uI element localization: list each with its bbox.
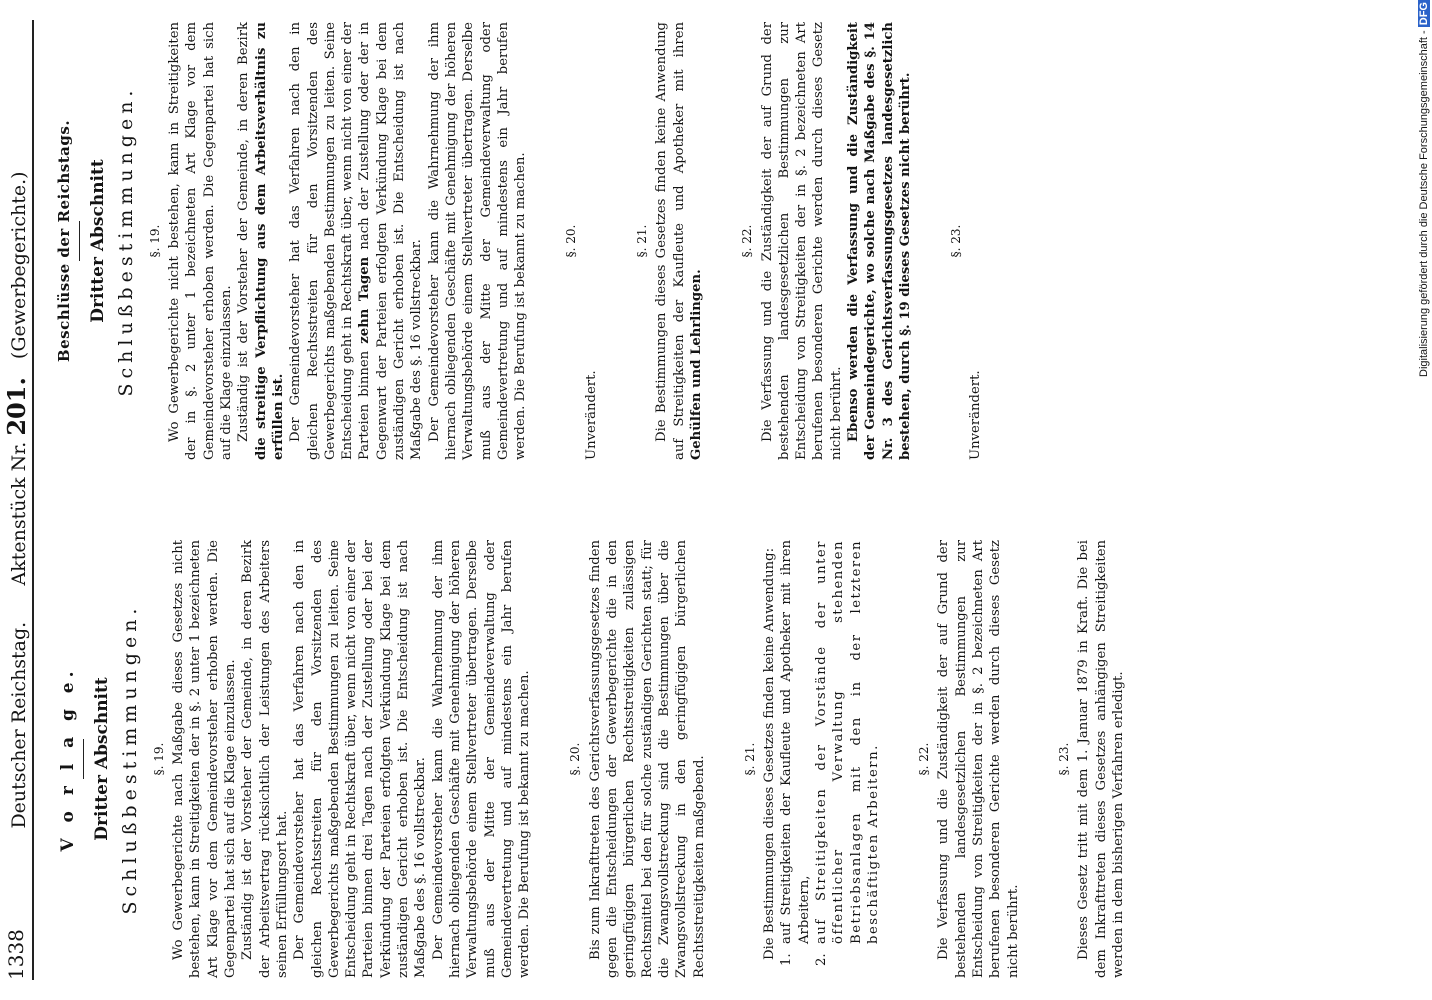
paragraph-number: §. 21. <box>742 742 757 776</box>
page-header <box>2 20 30 980</box>
paragraph-text: Die Bestimmungen dieses Gesetzes finden keine Anwendung: <box>762 547 778 960</box>
divider <box>79 221 80 261</box>
paragraph-number: §. 22. <box>740 224 755 258</box>
digitization-credit <box>1416 0 1432 1000</box>
header-number: 201. <box>2 377 31 436</box>
paragraph-text: Der Gemeindevorsteher kann die Wahrnehmung der ihm hiernach obliegenden Geschäfte mit Genehmigung der höheren Verwaltungsbehörde einem Stellvertreter übertragen. Derselbe muß aus der Mitte der Gemeindeverwaltung oder Gemeindevertretung und auf mindestens ein Jahr berufen werden. Die Berufung ist bekannt zu machen. <box>430 540 533 978</box>
emphasis: die streitige Verpflichtung aus dem Arbeitsverhältnis zu erfüllen ist. <box>253 22 286 460</box>
paragraph-text: Der Gemeindevorsteher hat das Verfahren nach den in gleichen Rechtsstreiten für den Vorsitzenden des Gewerbegerichts maßgebenden Bestimmungen zu leiten. Seine Entscheidung geht in Rechtskraft über, wenn nicht von einer der Parteien binnen zehn Tagen nach der Zustellung oder der in Gegenwart der Parteien erfolgten Verkündung Klage bei dem zuständigen Gericht erhoben ist. Die Entscheidung ist nach Maßgabe des §. 16 vollstreckbar. <box>288 22 425 460</box>
paragraph-number: §. 19. <box>151 742 166 776</box>
paragraph-text: Zuständig ist der Vorsteher der Gemeinde, in deren Bezirk die streitige Verpflichtung aus dem Arbeitsverhältnis zu erfüllen ist. <box>236 22 286 460</box>
paragraph-text: Die Bestimmungen dieses Gesetzes finden keine Anwendung auf Streitigkeiten der Kaufleute und Apotheker mit ihren Gehülfen und Lehrlingen. <box>654 22 704 460</box>
emphasis: Gehülfen und Lehrlingen. <box>688 269 704 460</box>
paragraph-number: §. 21. <box>635 224 650 258</box>
header-left: Deutscher Reichstag. <box>8 621 30 829</box>
header-rule <box>32 20 34 980</box>
section-heading: Dritter Abschnitt <box>92 677 113 841</box>
paragraph-number: §. 22. <box>917 742 932 776</box>
paragraph-number: §. 20. <box>568 742 583 776</box>
paragraph-text: Wo Gewerbegerichte nicht bestehen, kann in Streitigkeiten der in §. 2 unter 1 bezeichneten Art Klage vor dem Gemeindevorsteher erhoben werden. Die Gegenpartei hat sich auf die Klage einzulassen. <box>167 22 235 460</box>
list-item: 1. auf Streitigkeiten der Kaufleute und Apotheker mit ihren Arbeitern, <box>779 540 812 966</box>
paragraph-text-added: Ebenso werden die Verfassung und die Zuständigkeit der Gemeindegerichte, wo solche nach Maßgabe des §. 14 Nr. 3 des Gerichtsverfassungsgesetzes landesgesetzlich bestehen, durch §. 19 dieses Gesetzes nicht berührt. <box>845 22 913 460</box>
header-middle: Aktenstück Nr. <box>8 441 30 586</box>
list-item: 2. auf Streitigkeiten der Vorstände der unter öffentlicher Verwaltung stehenden Betriebsanlagen mit den in der letzteren beschäftigten Arbeitern. <box>813 540 881 966</box>
column-beschluesse <box>46 22 985 460</box>
paragraph-text: Bis zum Inkrafttreten des Gerichtsverfassungsgesetzes finden gegen die Entscheidungen der Gewerbegerichte die in den geringfügigen bürgerlichen Rechtsstreitigkeiten zulässigen Rechtsmittel bei den für solche zuständigen Gerichten statt; für die Zwangsvollstreckung sind die Bestimmungen über die Zwangsvollstreckung in den geringfügigen bürgerlichen Rechtsstreitigkeiten maßgebend. <box>587 540 707 978</box>
section-subtitle: Schlußbestimmungen. <box>114 85 137 397</box>
paragraph-text: Der Gemeindevorsteher kann die Wahrnehmung der ihm hiernach obliegenden Geschäfte mit Genehmigung der höheren Verwaltungsbehörde einem Stellvertreter übertragen. Derselbe muß aus der Mitte der Gemeindeverwaltung oder Gemeindevertretung und auf mindestens ein Jahr berufen werden. Die Berufung ist bekannt zu machen. <box>426 22 529 460</box>
paragraph-text: Die Verfassung und die Zuständigkeit der auf Grund der bestehenden landesgesetzlichen Bestimmungen zur Entscheidung von Streitigkeiten der in §. 2 bezeichneten Art berufenen besonderen Gerichte werden durch dieses Gesetz nicht berührt. <box>759 22 844 460</box>
section-subtitle: Schlußbestimmungen. <box>118 603 141 915</box>
divider <box>83 739 84 779</box>
dfg-logo: DFG <box>1418 2 1430 26</box>
paragraph-text: Zuständig ist der Vorsteher der Gemeinde, in deren Bezirk der Arbeitsvertrag rücksichtlich der Leistungen des Arbeiters seinen Erfüllungsort hat. <box>240 540 290 978</box>
paragraph-number: §. 20. <box>564 224 579 258</box>
paragraph-text: Wo Gewerbegerichte nach Maßgabe dieses Gesetzes nicht bestehen, kann in Streitigkeiten der in §. 2 unter 1 bezeichneten Art Klage vor dem Gemeindevorsteher erhoben werden. Die Gegenpartei hat sich auf die Klage einzulassen. <box>171 540 239 978</box>
paragraph-text: Der Gemeindevorsteher hat das Verfahren nach den in gleichen Rechtsstreiten für den Vorsitzenden des Gewerbegerichts maßgebenden Bestimmungen zu leiten. Seine Entscheidung geht in Rechtskraft über, wenn nicht von einer der Parteien binnen drei Tagen nach der Zustellung oder bei der Verkündung der Parteien erfolgten Verkündung Klage bei dem zuständigen Gericht erhoben ist. Die Entscheidung ist nach Maßgabe des §. 16 vollstreckbar. <box>292 540 429 978</box>
column-title: Beschlüsse der Reichstags. <box>55 119 73 363</box>
paragraph-number: §. 19. <box>147 224 162 258</box>
paragraph-text: Dieses Gesetz tritt mit dem 1. Januar 1879 in Kraft. Die bei dem Inkrafttreten dieses Gesetzes anhängigen Streitigkeiten werden in dem bisherigen Verfahren erledigt. <box>1076 540 1126 978</box>
page-number: 1338 <box>4 929 28 980</box>
paragraph-text: Unverändert. <box>583 370 599 460</box>
paragraph-text: Die Verfassung und die Zuständigkeit der auf Grund der bestehenden landesgesetzlichen Bestimmungen zur Entscheidung von Streitigkeiten der in §. 2 bezeichneten Art berufenen besonderen Gerichte werden durch dieses Gesetz nicht berührt. <box>936 540 1021 978</box>
emphasis: zehn Tagen <box>357 256 373 344</box>
paragraph-number: §. 23. <box>949 224 964 258</box>
column-vorlage <box>46 540 1127 978</box>
enumeration-list <box>778 540 882 978</box>
credit-text: Digitalisierung gefördert durch die Deutsche Forschungsgemeinschaft - <box>1418 30 1430 377</box>
paragraph-number: §. 23. <box>1056 742 1071 776</box>
paragraph-text: Unverändert. <box>968 370 984 460</box>
column-title: V o r l a g e. <box>58 666 78 852</box>
header-title <box>2 20 31 980</box>
section-heading: Dritter Abschnitt <box>88 159 109 323</box>
header-right: (Gewerbegerichte.) <box>8 171 30 360</box>
